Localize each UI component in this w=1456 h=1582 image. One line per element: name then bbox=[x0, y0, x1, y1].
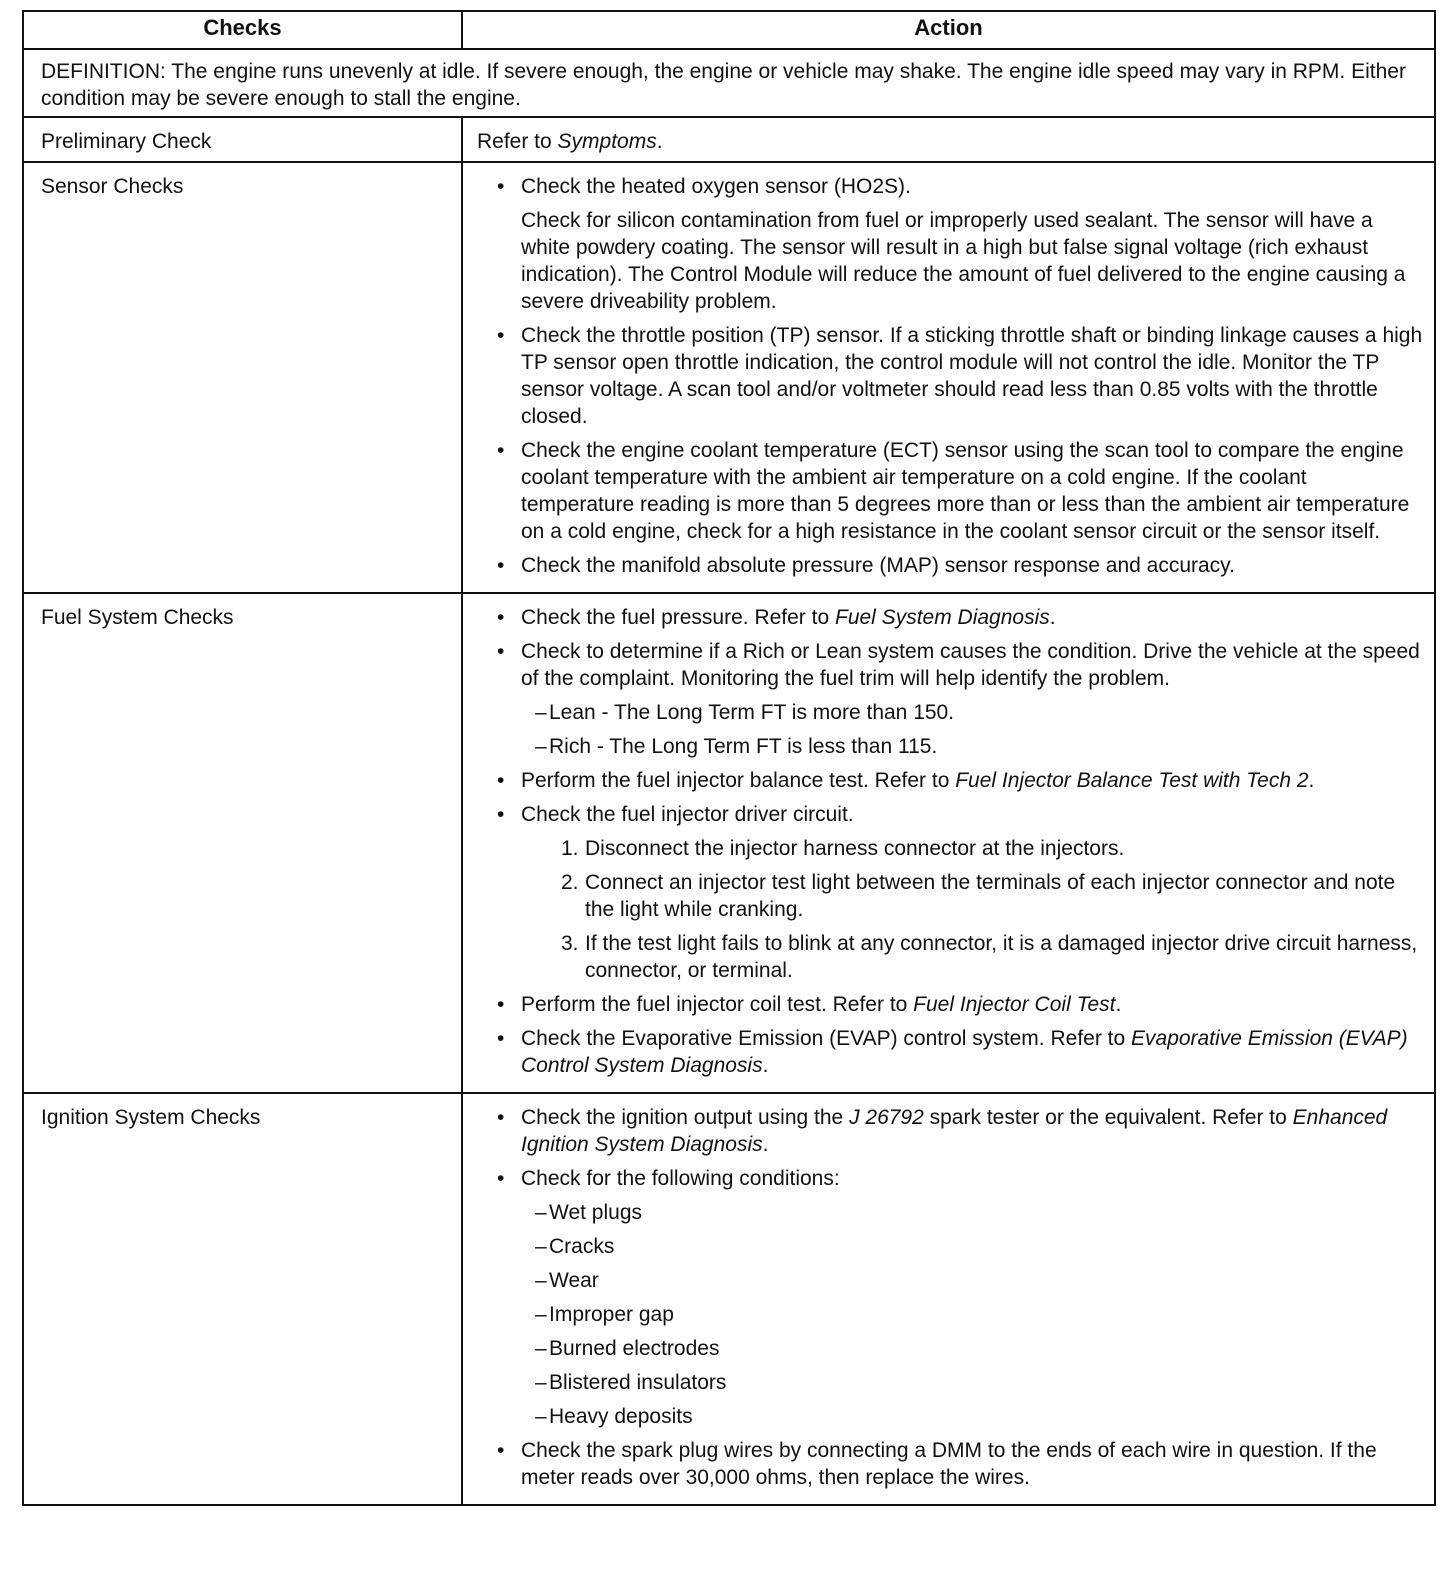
spark-tester-tool: J 26792 bbox=[849, 1106, 924, 1129]
header-checks: Checks bbox=[23, 11, 462, 49]
condition-item: – Blistered insulators bbox=[477, 1369, 1424, 1396]
condition-item: – Wet plugs bbox=[477, 1199, 1424, 1226]
fuel-step-1: 1. Disconnect the injector harness connector at the injectors. bbox=[561, 837, 1125, 860]
ignition-bullet-output: • Check the ignition output using the J 26792 spark tester or the equivalent. Refer to Enhanced Ignition System Diagnosis. bbox=[477, 1104, 1424, 1158]
ignition-diagnosis-reference: Enhanced Ignition System Diagnosis bbox=[521, 1106, 1388, 1156]
preliminary-text: Refer to bbox=[477, 130, 558, 153]
preliminary-label: Preliminary Check bbox=[23, 117, 462, 162]
diagnostic-table bbox=[22, 10, 1436, 1506]
preliminary-tail: . bbox=[656, 130, 663, 153]
symptoms-reference: Symptoms bbox=[557, 130, 657, 153]
sensor-bullet-tp: • Check the throttle position (TP) sensor. If a sticking throttle shaft or binding linkage causes a high TP sensor open throttle indication, the control module will not control the idle. Monitor the TP sensor voltage. A scan tool and/or voltmeter should read less than 0.85 volts with the throttle closed. bbox=[477, 322, 1424, 430]
condition-item: – Cracks bbox=[477, 1233, 1424, 1260]
fuel-bullet-driver-circuit: • Check the fuel injector driver circuit. bbox=[477, 801, 1424, 828]
ignition-action bbox=[462, 1093, 1435, 1505]
header-row bbox=[23, 11, 1435, 49]
evap-diagnosis-reference: Evaporative Emission (EVAP) Control System Diagnosis bbox=[521, 1027, 1408, 1077]
fuel-bullet-balance-test: • Perform the fuel injector balance test. Refer to Fuel Injector Balance Test with Tech 2. bbox=[477, 767, 1424, 794]
sensor-bullet-ho2s: • Check the heated oxygen sensor (HO2S). bbox=[477, 173, 1424, 200]
preliminary-action bbox=[462, 117, 1435, 162]
condition-item: – Heavy deposits bbox=[477, 1403, 1424, 1430]
fuel-step-3: 3. If the test light fails to blink at any connector, it is a damaged injector drive circuit harness, connector, or terminal. bbox=[561, 932, 1418, 982]
fuel-bullet-coil-test: • Perform the fuel injector coil test. Refer to Fuel Injector Coil Test. bbox=[477, 991, 1424, 1018]
condition-item: – Burned electrodes bbox=[477, 1335, 1424, 1362]
fuel-dash-lean: – Lean - The Long Term FT is more than 150. bbox=[477, 699, 1424, 726]
sensor-bullet-ect: • Check the engine coolant temperature (ECT) sensor using the scan tool to compare the engine coolant temperature with the ambient air temperature on a cold engine. If the coolant temperature reading is more than 5 degrees more than or less than the ambient air temperature on a cold engine, check for a high resistance in the coolant sensor circuit or the sensor itself. bbox=[477, 437, 1424, 545]
preliminary-row bbox=[23, 117, 1435, 162]
fuel-bullet-evap: • Check the Evaporative Emission (EVAP) control system. Refer to Evaporative Emission (EVAP) Control System Diagnosis. bbox=[477, 1025, 1424, 1079]
header-action: Action bbox=[462, 11, 1435, 49]
fuel-bullet-pressure: • Check the fuel pressure. Refer to Fuel System Diagnosis. bbox=[477, 604, 1424, 631]
sensor-ho2s-paragraph: Check for silicon contamination from fuel or improperly used sealant. The sensor will have a white powdery coating. The sensor will result in a high but false signal voltage (rich exhaust indication). The Control Module will reduce the amount of fuel delivered to the engine causing a severe driveability problem. bbox=[521, 209, 1406, 313]
definition-text: DEFINITION: The engine runs unevenly at idle. If severe enough, the engine or vehicle may shake. The engine idle speed may vary in RPM. Either condition may be severe enough to stall the engine. bbox=[23, 49, 1435, 117]
ignition-label: Ignition System Checks bbox=[23, 1093, 462, 1505]
coil-test-reference: Fuel Injector Coil Test bbox=[913, 993, 1116, 1016]
fuel-row bbox=[23, 593, 1435, 1093]
fuel-step-2: 2. Connect an injector test light between the terminals of each injector connector and note the light while cranking. bbox=[561, 871, 1396, 921]
fuel-action bbox=[462, 593, 1435, 1093]
ignition-bullet-plug-wires: • Check the spark plug wires by connecting a DMM to the ends of each wire in question. If the meter reads over 30,000 ohms, then replace the wires. bbox=[477, 1437, 1424, 1491]
fuel-system-diagnosis-reference: Fuel System Diagnosis bbox=[835, 606, 1050, 629]
ignition-row bbox=[23, 1093, 1435, 1505]
sensor-action bbox=[462, 162, 1435, 593]
balance-test-reference: Fuel Injector Balance Test with Tech 2 bbox=[955, 769, 1309, 792]
condition-item: – Wear bbox=[477, 1267, 1424, 1294]
condition-item: – Improper gap bbox=[477, 1301, 1424, 1328]
fuel-bullet-rich-lean: • Check to determine if a Rich or Lean system causes the condition. Drive the vehicle at the speed of the complaint. Monitoring the fuel trim will help identify the problem. bbox=[477, 638, 1424, 692]
fuel-label: Fuel System Checks bbox=[23, 593, 462, 1093]
ignition-bullet-conditions: • Check for the following conditions: bbox=[477, 1165, 1424, 1192]
definition-row bbox=[23, 49, 1435, 117]
sensor-label: Sensor Checks bbox=[23, 162, 462, 593]
fuel-dash-rich: – Rich - The Long Term FT is less than 115. bbox=[477, 733, 1424, 760]
sensor-bullet-map: • Check the manifold absolute pressure (MAP) sensor response and accuracy. bbox=[477, 552, 1424, 579]
sensor-row bbox=[23, 162, 1435, 593]
